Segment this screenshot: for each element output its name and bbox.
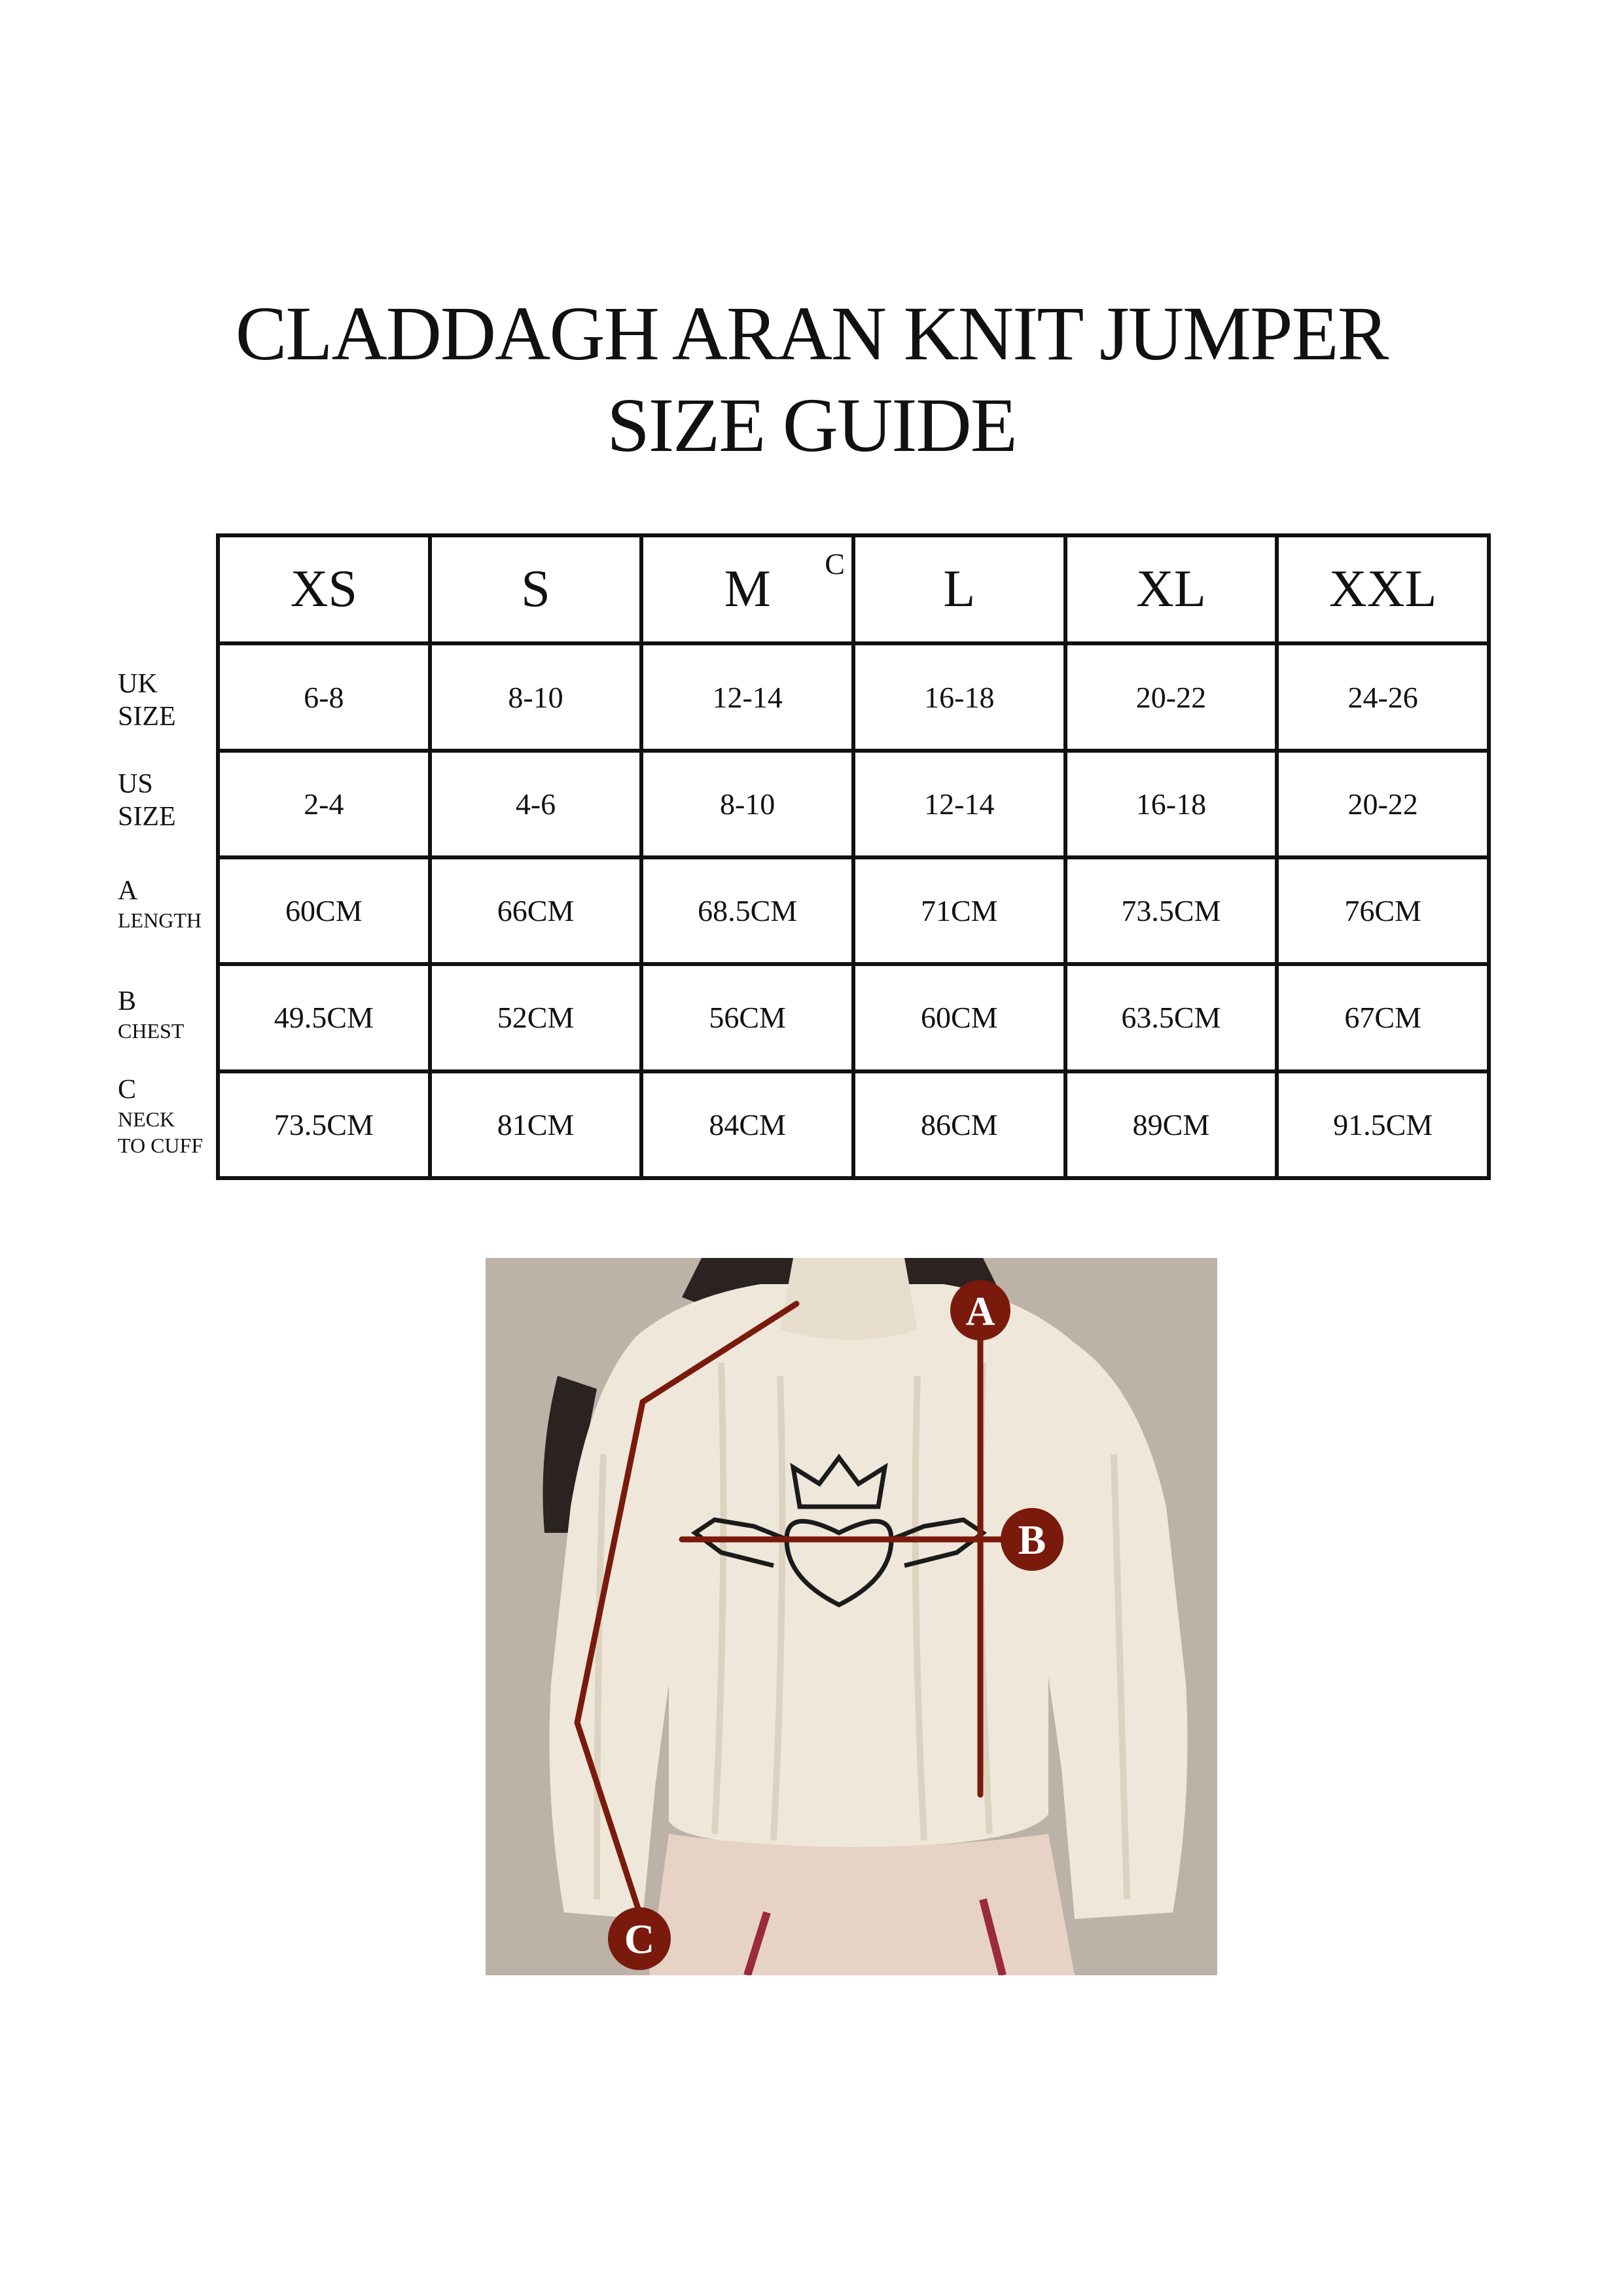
table-cell: 8-10	[430, 643, 642, 750]
measurement-diagram	[486, 1258, 1217, 1975]
size-table	[216, 533, 1491, 1180]
table-cell: 16-18	[853, 643, 1065, 750]
table-cell: 71CM	[853, 857, 1065, 964]
sweater-shape	[550, 1284, 1188, 1919]
table-cell: 81CM	[430, 1071, 642, 1178]
table-cell: 56CM	[641, 964, 853, 1071]
row-label-neck-to-cuff: C NECK TO CUFF	[118, 1075, 204, 1157]
table-cell: 6-8	[218, 643, 430, 750]
table-cell: 91.5CM	[1277, 1071, 1489, 1178]
row-label-length: A LENGTH	[118, 876, 202, 932]
table-cell: 2-4	[218, 751, 430, 857]
table-cell: 49.5CM	[218, 964, 430, 1071]
table-cell: 76CM	[1277, 857, 1489, 964]
table-cell: 67CM	[1277, 964, 1489, 1071]
table-cell: 86CM	[853, 1071, 1065, 1178]
table-row	[218, 643, 1489, 750]
title-line-1: CLADDAGH ARAN KNIT JUMPER	[235, 291, 1388, 376]
marker-a-label: A	[965, 1289, 995, 1334]
table-cell: 20-22	[1277, 751, 1489, 857]
table-cell: 63.5CM	[1065, 964, 1277, 1071]
table-cell: 60CM	[853, 964, 1065, 1071]
sweater-neck	[780, 1258, 918, 1340]
title-line-2: SIZE GUIDE	[607, 382, 1016, 468]
table-cell: 60CM	[218, 857, 430, 964]
size-header-xl: XL	[1065, 535, 1277, 643]
marker-b-label: B	[1018, 1516, 1046, 1563]
table-header-row	[218, 535, 1489, 643]
table-cell: 4-6	[430, 751, 642, 857]
table-cell: 12-14	[641, 643, 853, 750]
table-row	[218, 857, 1489, 964]
header-mark: C	[825, 547, 845, 581]
table-row	[218, 964, 1489, 1071]
table-cell: 12-14	[853, 751, 1065, 857]
size-header-xs: XS	[218, 535, 430, 643]
size-header-s: S	[430, 535, 642, 643]
table-row	[218, 1071, 1489, 1178]
row-label-chest: B CHEST	[118, 986, 185, 1043]
product-photo	[486, 1258, 1217, 1975]
table-cell: 20-22	[1065, 643, 1277, 750]
table-cell: 84CM	[641, 1071, 853, 1178]
size-header-l: L	[853, 535, 1065, 643]
table-cell: 66CM	[430, 857, 642, 964]
row-label-us-size: US SIZE	[118, 769, 176, 832]
size-header-xxl: XXL	[1277, 535, 1489, 643]
table-cell: 52CM	[430, 964, 642, 1071]
table-row	[218, 751, 1489, 857]
table-cell: 89CM	[1065, 1071, 1277, 1178]
size-header-m	[641, 535, 853, 643]
skirt-shape	[649, 1834, 1075, 1975]
marker-c-label: C	[624, 1916, 655, 1962]
table-cell: 8-10	[641, 751, 853, 857]
table-cell: 24-26	[1277, 643, 1489, 750]
size-header-m-label: M	[724, 560, 771, 619]
table-cell: 68.5CM	[641, 857, 853, 964]
table-cell: 73.5CM	[1065, 857, 1277, 964]
row-label-uk-size: UK SIZE	[118, 669, 176, 732]
table-cell: 16-18	[1065, 751, 1277, 857]
page-title	[0, 288, 1623, 471]
table-cell: 73.5CM	[218, 1071, 430, 1178]
